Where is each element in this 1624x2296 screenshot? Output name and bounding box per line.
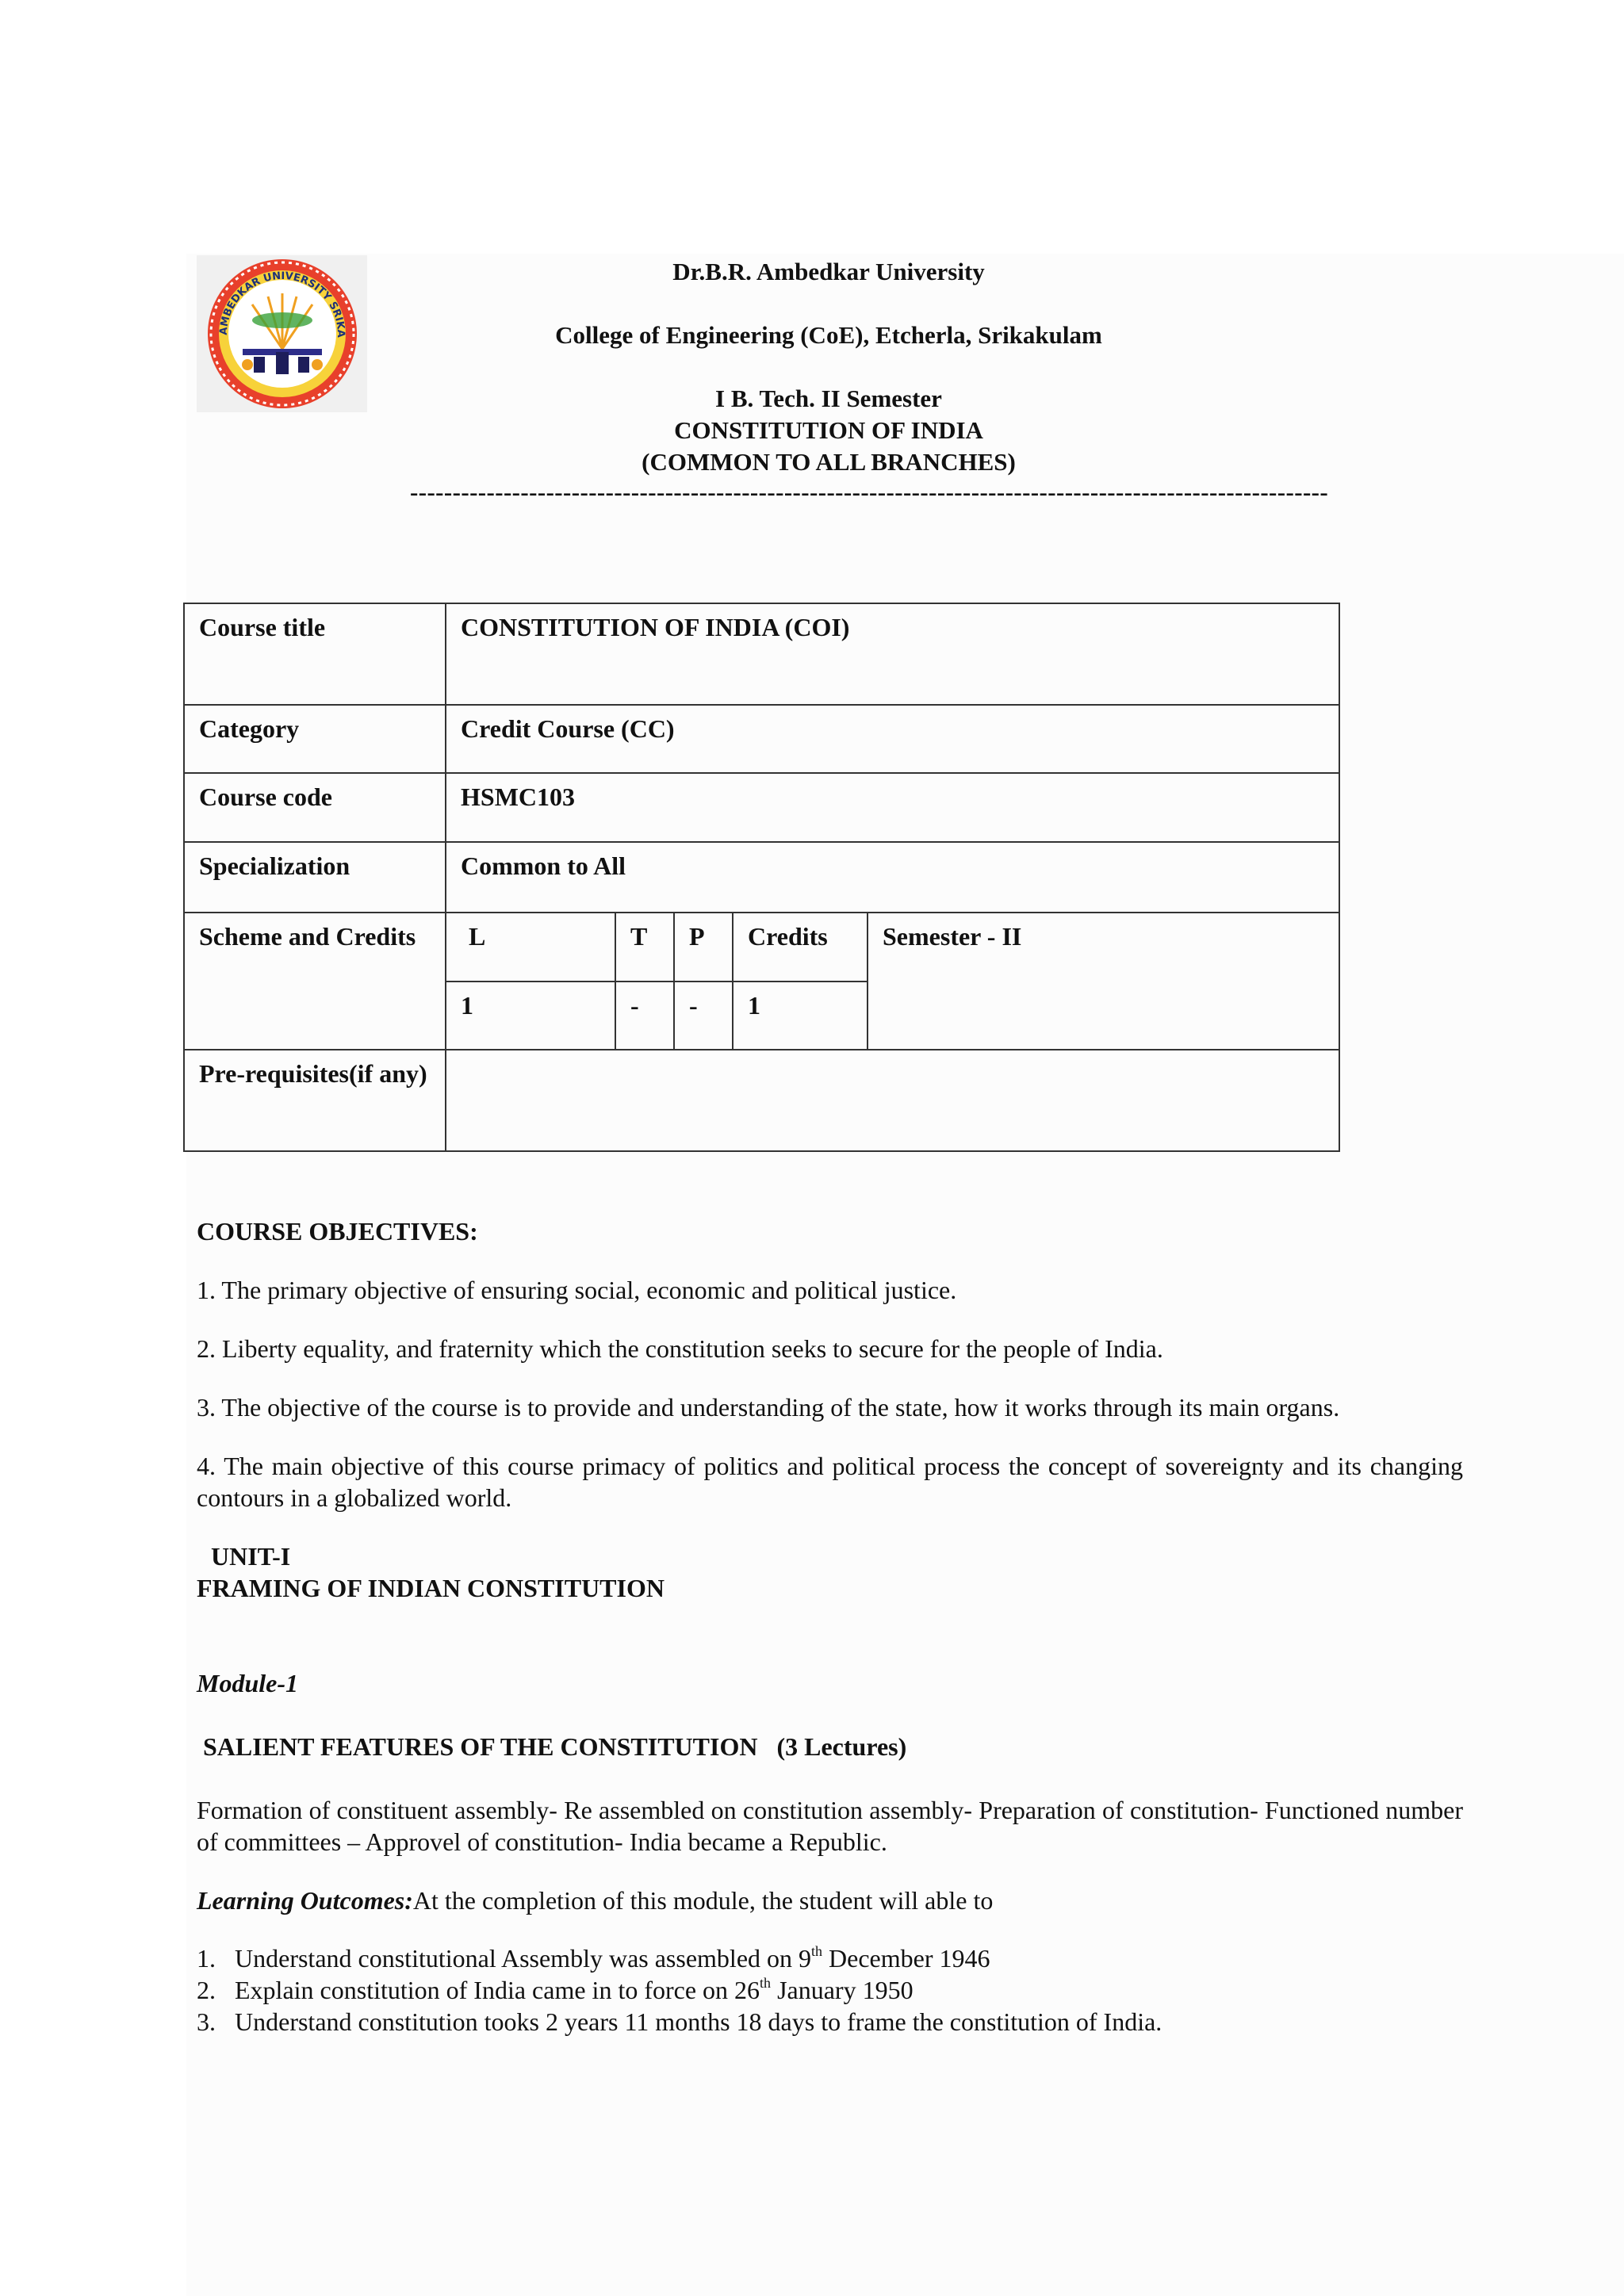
university-name: Dr.B.R. Ambedkar University [672, 258, 985, 285]
course-code-label: Course code [184, 773, 446, 842]
learning-outcomes-label: Learning Outcomes: [197, 1886, 413, 1915]
objective-item: 4. The main objective of this course primacy of politics and political process the concept of sovereignty and its changing contours in a globalized world. [197, 1452, 1463, 1512]
table-row [184, 603, 1339, 705]
specialization-value: Common to All [446, 842, 1339, 913]
outcome-text: Understand constitution tooks 2 years 11 months 18 days to frame the constitution of India. [235, 2007, 1162, 2036]
outcomes-list [197, 1942, 1463, 2038]
unit-title: FRAMING OF INDIAN CONSTITUTION [197, 1574, 665, 1602]
course-title-value: CONSTITUTION OF INDIA (COI) [446, 603, 1339, 705]
outcome-text: Understand constitutional Assembly was assembled on 9 [235, 1944, 812, 1973]
objective-item: 3. The objective of the course is to provide and understanding of the state, how it works through its main organs. [197, 1393, 1340, 1422]
unit-label: UNIT-I [211, 1542, 291, 1571]
objective-item: 2. Liberty equality, and fraternity which the constitution seeks to secure for the people of India. [197, 1334, 1163, 1363]
specialization-label: Specialization [184, 842, 446, 913]
branches-line: (COMMON TO ALL BRANCHES) [642, 448, 1016, 476]
prereq-value [446, 1050, 1339, 1151]
l-header: L [446, 913, 615, 982]
scheme-label: Scheme and Credits [184, 913, 446, 1050]
header-divider: ------------------------------------------------------------------------------------------------------------ [410, 479, 1329, 506]
table-row [184, 705, 1339, 773]
course-heading: CONSTITUTION OF INDIA [674, 416, 983, 444]
table-row [184, 842, 1339, 913]
module-label: Module-1 [197, 1669, 298, 1697]
learning-outcomes-intro [197, 1885, 1463, 1916]
outcome-superscript: th [760, 1975, 772, 1992]
category-value: Credit Course (CC) [446, 705, 1339, 773]
list-item [197, 1942, 1463, 1974]
outcome-number: 3. [197, 2007, 216, 2036]
table-row [184, 1050, 1339, 1151]
outcome-text-end: January 1950 [771, 1976, 914, 2004]
objectives-heading: COURSE OBJECTIVES: [197, 1217, 478, 1246]
list-item [197, 2006, 1463, 2038]
credits-header: Credits [733, 913, 868, 982]
objective-item: 1. The primary objective of ensuring social, economic and political justice. [197, 1276, 957, 1304]
category-label: Category [184, 705, 446, 773]
outcome-number: 2. [197, 1976, 216, 2004]
learning-outcomes-text: At the completion of this module, the student will able to [412, 1886, 994, 1915]
logo-text: AMBEDKAR UNIVERSITY SRIKA [217, 270, 347, 338]
course-title-label: Course title [184, 603, 446, 705]
module-description: Formation of constituent assembly- Re assembled on constitution assembly- Preparation of constitution- Functioned number of committees – Approvel of constitution- India became a Republic. [197, 1796, 1463, 1856]
credits-value: 1 [733, 982, 868, 1050]
outcome-text-end: December 1946 [822, 1944, 990, 1973]
p-header: P [674, 913, 733, 982]
t-header: T [615, 913, 674, 982]
semester-line: I B. Tech. II Semester [715, 385, 942, 412]
table-row [184, 913, 1339, 982]
course-code-value: HSMC103 [446, 773, 1339, 842]
list-item [197, 1974, 1463, 2006]
outcome-number: 1. [197, 1944, 216, 1973]
course-info-table [183, 603, 1340, 1152]
l-value: 1 [446, 982, 615, 1050]
college-name: College of Engineering (CoE), Etcherla, Srikakulam [555, 321, 1102, 349]
outcome-superscript: th [811, 1943, 823, 1960]
module-title: SALIENT FEATURES OF THE CONSTITUTION (3 Lectures) [203, 1732, 907, 1761]
outcome-text: Explain constitution of India came in to force on 26 [235, 1976, 760, 2004]
semester-value: Semester - II [868, 913, 1339, 1050]
prereq-label: Pre-requisites(if any) [184, 1050, 446, 1151]
p-value: - [674, 982, 733, 1050]
t-value: - [615, 982, 674, 1050]
table-row [184, 773, 1339, 842]
